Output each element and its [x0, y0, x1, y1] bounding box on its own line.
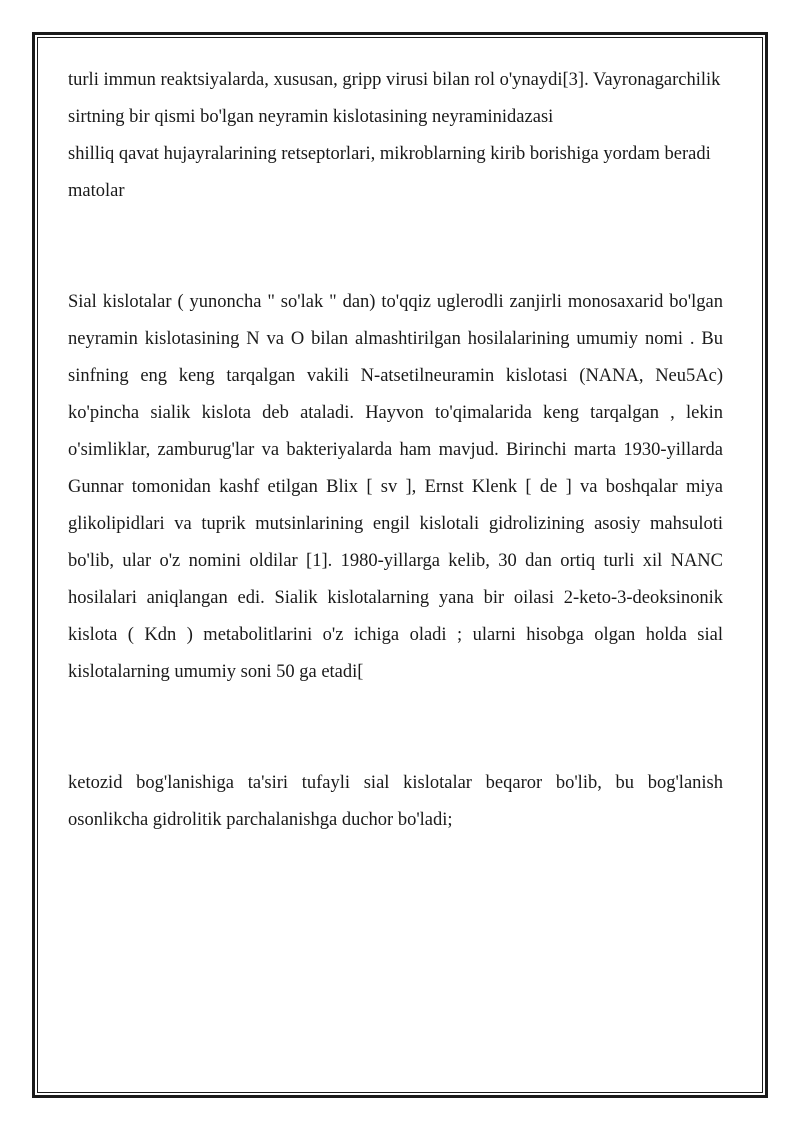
line-tissues: matolar	[68, 181, 125, 201]
paragraph-ketoside-bond: ketozid bog'lanishiga ta'siri tufayli sial kislotalar beqaror bo'lib, bu bog'lanish osonlikcha gidrolitik parchalanishga duchor bo'ladi;	[68, 773, 723, 830]
document-body	[68, 62, 723, 839]
blank-space	[68, 210, 723, 284]
paragraph-sialic-acids: Sial kislotalar ( yunoncha " so'lak " dan) to'qqiz uglerodli zanjirli monosaxarid bo'lgan neyramin kislotasining N va O bilan almashtirilgan hosilalarining umumiy nomi . Bu sinfning eng keng tarqalgan vakili N-atsetilneuramin kislotasi (NANA, Neu5Ac) ko'pincha sialik kislota deb ataladi. Hayvon to'qimalarida keng tarqalgan , lekin o'simliklar, zamburug'lar va bakteriyalarda ham mavjud. Birinchi marta 1930-yillarda Gunnar tomonidan kashf etilgan Blix [ sv ], Ernst Klenk [ de ] va boshqalar miya glikolipidlari va tuprik mutsinlarining engil kislotali gidrolizining asosiy mahsuloti bo'lib, ular o'z nomini oldilar [1]. 1980-yillarga kelib, 30 dan ortiq turli xil NANC hosilalari aniqlangan edi. Sialik kislotalarning yana bir oilasi 2-keto-3-deoksinonik kislota ( Kdn ) metabolitlarini o'z ichiga oladi ; ularni hisobga olgan holda sial kislotalarning umumiy soni 50 ga etadi[	[68, 292, 723, 682]
paragraph-mucosa-receptors: shilliq qavat hujayralarining retseptorlari, mikroblarning kirib borishiga yordam beradi	[68, 144, 711, 164]
blank-space	[68, 691, 723, 765]
paragraph-immune-role: turli immun reaktsiyalarda, xususan, gripp virusi bilan rol o'ynaydi[3]. Vayronagarchilik	[68, 70, 721, 90]
line-neuraminidase: sirtning bir qismi bo'lgan neyramin kislotasining neyraminidazasi	[68, 107, 554, 127]
